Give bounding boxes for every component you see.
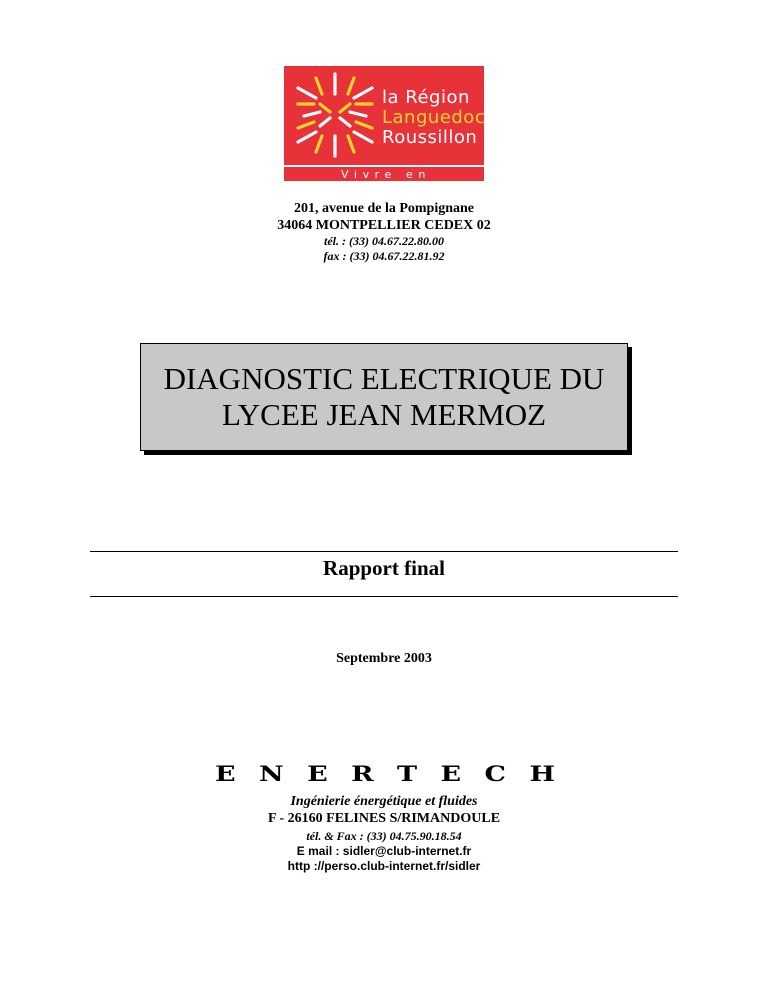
logo-line-3: Roussillon [382, 127, 478, 148]
enertech-letter: T [397, 762, 418, 787]
enertech-letter: C [484, 762, 507, 787]
title-line-1: DIAGNOSTIC ELECTRIQUE DU [163, 361, 605, 396]
enertech-letter: H [529, 762, 555, 787]
enertech-letter: E [307, 762, 328, 787]
logo-line-2: Languedoc [382, 107, 486, 128]
document-title-box [140, 343, 628, 451]
report-date: Septembre 2003 [336, 651, 432, 666]
company-tagline: Ingénierie énergétique et fluides [290, 794, 478, 809]
septimanie-cross-icon [290, 72, 380, 158]
enertech-letter: E [215, 762, 236, 787]
report-type: Rapport final [323, 556, 445, 580]
address-street: 201, avenue de la Pompignane [293, 201, 475, 216]
company-info [0, 793, 768, 874]
logo-slogan: Vivre en Septimanie [284, 165, 484, 181]
company-telfax: tél. & Fax : (33) 04.75.90.18.54 [306, 829, 462, 843]
address-city: 34064 MONTPELLIER CEDEX 02 [277, 218, 491, 233]
enertech-letter: N [259, 762, 284, 787]
enertech-logo [215, 763, 555, 786]
bottom-divider [90, 596, 678, 597]
company-website: http ://perso.club-internet.fr/sidler [287, 859, 481, 873]
logo-line-1: la Région [382, 87, 470, 108]
region-logo [284, 66, 486, 196]
enertech-letter: E [440, 762, 462, 787]
enertech-letter: R [351, 762, 374, 787]
company-email: E mail : sidler@club-internet.fr [296, 844, 472, 858]
top-divider [90, 551, 678, 552]
region-address [0, 200, 768, 264]
address-fax: fax : (33) 04.67.22.81.92 [323, 249, 445, 263]
company-address: F - 26160 FELINES S/RIMANDOULE [267, 811, 501, 826]
title-line-2: LYCEE JEAN MERMOZ [221, 397, 547, 432]
address-tel: tél. : (33) 04.67.22.80.00 [324, 234, 444, 248]
